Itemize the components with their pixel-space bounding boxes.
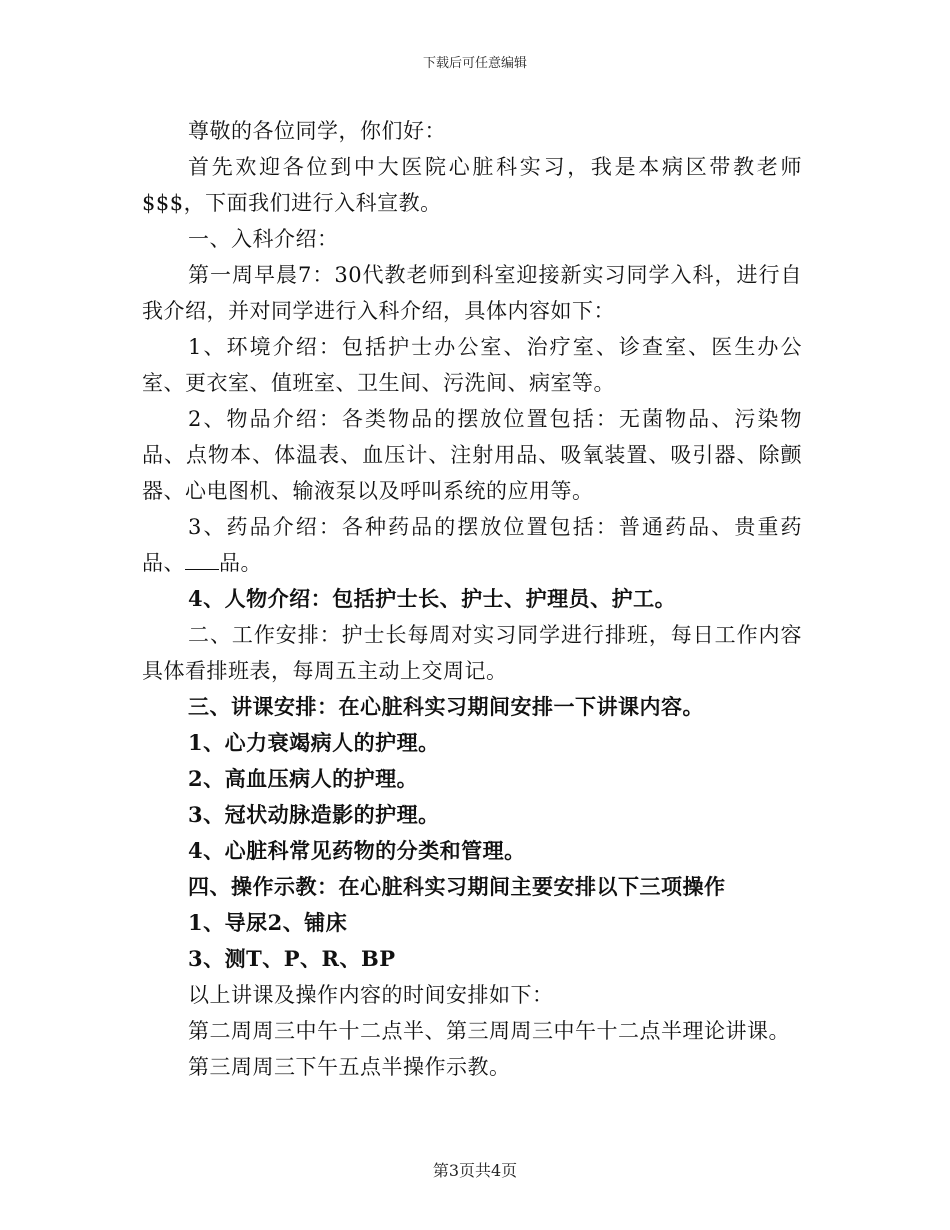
page-footer: 第3页共4页 (432, 1161, 518, 1180)
lecture-item-3: 3、冠状动脉造影的护理。 (188, 802, 440, 827)
lecture-item-2: 2、高血压病人的护理。 (188, 766, 419, 791)
section-1-heading: 一、入科介绍： (188, 227, 339, 251)
schedule-lectures: 第二周周三中午十二点半、第三周周三中午十二点半理论讲课。 (188, 1019, 790, 1043)
operation-items-1-2: 1、导尿2、铺床 (188, 910, 348, 935)
environment-intro: 1、环境介绍：包括护士办公室、治疗室、诊查室、医生办公室、更衣室、值班室、卫生间、污洗间、病室等。 (142, 335, 802, 395)
document-body (142, 113, 802, 1085)
first-week-paragraph: 第一周早晨7：30代教老师到科室迎接新实习同学入科，进行自我介绍，并对同学进行入科介绍，具体内容如下： (142, 263, 802, 323)
intro-paragraph: 首先欢迎各位到中大医院心脏科实习，我是本病区带教老师$$$，下面我们进行入科宣教。 (142, 155, 802, 215)
section-2-work-arrangement: 二、工作安排：护士长每周对实习同学进行排班，每日工作内容具体看排班表，每周五主动上交周记。 (142, 623, 802, 683)
greeting: 尊敬的各位同学，你们好： (188, 119, 446, 143)
blank-underline (185, 547, 219, 570)
people-intro: 4、人物介绍：包括护士长、护士、护理员、护工。 (188, 586, 677, 611)
operation-item-3: 3、测T、P、R、BP (188, 946, 396, 971)
drugs-intro-text: 3、药品介绍：各种药品的摆放位置包括：普通药品、贵重药品、 (142, 515, 802, 575)
page-header: 下载后可任意编辑 (422, 56, 527, 71)
lecture-item-1: 1、心力衰竭病人的护理。 (188, 730, 440, 755)
schedule-demo: 第三周周三下午五点半操作示教。 (188, 1055, 511, 1079)
items-intro: 2、物品介绍：各类物品的摆放位置包括：无菌物品、污染物品、点物本、体温表、血压计、注射用品、吸氧装置、吸引器、除颤器、心电图机、输液泵以及呼叫系统的应用等。 (142, 407, 802, 503)
drugs-intro (142, 509, 802, 581)
drugs-intro-tail: 品。 (219, 551, 262, 575)
section-3-lecture-heading: 三、讲课安排：在心脏科实习期间安排一下讲课内容。 (188, 694, 704, 719)
schedule-heading: 以上讲课及操作内容的时间安排如下： (188, 983, 554, 1007)
lecture-item-4: 4、心脏科常见药物的分类和管理。 (188, 838, 526, 863)
section-4-operation-heading: 四、操作示教：在心脏科实习期间主要安排以下三项操作 (188, 874, 726, 899)
